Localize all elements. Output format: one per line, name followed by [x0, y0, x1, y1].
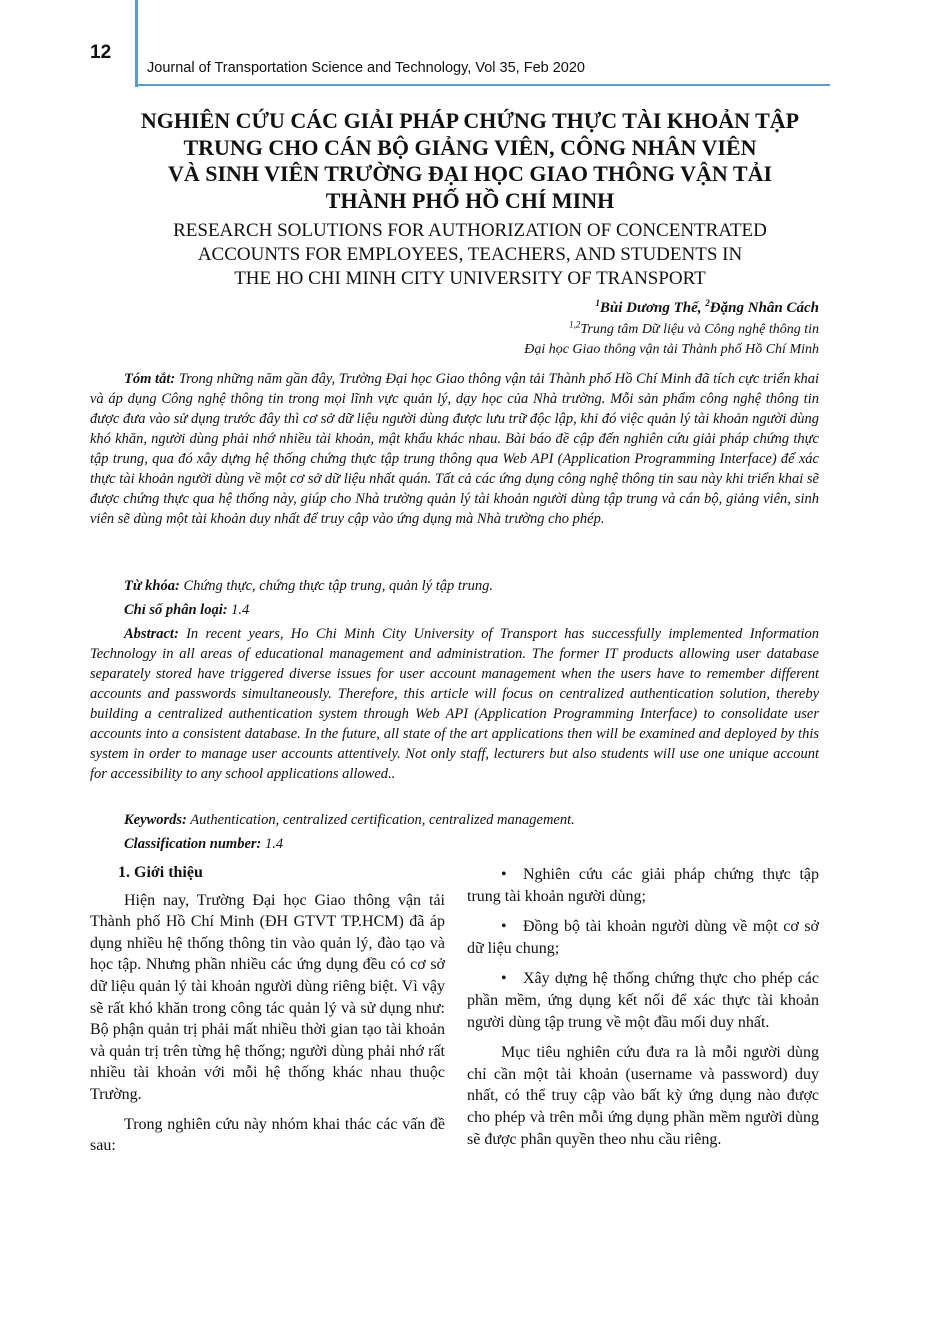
body-paragraph: Trong nghiên cứu này nhóm khai thác các vấn đề sau:	[90, 1115, 445, 1155]
abstract-vietnamese	[90, 369, 819, 529]
keywords-english	[90, 810, 819, 830]
title-en-line: ACCOUNTS FOR EMPLOYEES, TEACHERS, AND STUDENTS IN	[197, 244, 743, 265]
title-en-line: RESEARCH SOLUTIONS FOR AUTHORIZATION OF CONCENTRATED	[173, 220, 767, 241]
title-vi-line: NGHIÊN CỨU CÁC GIẢI PHÁP CHỨNG THỰC TÀI KHOẢN TẬP	[140, 108, 800, 133]
journal-title: Journal of Transportation Science and Technology, Vol 35, Feb 2020	[147, 60, 585, 76]
affiliation-sup: 1,2	[569, 319, 581, 330]
classification-vi-text: 1.4	[227, 602, 250, 618]
title-vi-line: VÀ SINH VIÊN TRƯỜNG ĐẠI HỌC GIAO THÔNG VẬN TẢI	[167, 161, 773, 186]
affiliation-line: Đại học Giao thông vận tải Thành phố Hồ Chí Minh	[524, 342, 819, 357]
title-vi-line: TRUNG CHO CÁN BỘ GIẢNG VIÊN, CÔNG NHÂN VIÊN	[183, 134, 757, 160]
author-line	[595, 300, 819, 317]
classification-vi-label: Chỉ số phân loại:	[124, 602, 228, 618]
abstract-english	[90, 624, 819, 784]
body-paragraph: Mục tiêu nghiên cứu đưa ra là mỗi người dùng chỉ cần một tài khoản (username và password) duy nhất, có thể truy cập vào bất kỳ ứng dụng nào được cho phép và trên mỗi ứng dụng phần mềm người dùng sẽ được phân quyền theo nhu cầu riêng.	[467, 1044, 819, 1148]
body-column-right	[467, 864, 819, 1158]
author-sup: 2	[705, 298, 710, 308]
bullet-icon: •	[501, 866, 507, 883]
header-rule	[137, 84, 830, 86]
bullet-icon: •	[501, 918, 507, 936]
keywords-en-label: Keywords:	[124, 812, 187, 828]
affiliation-line	[569, 319, 819, 338]
bullet-text: Xây dựng hệ thống chứng thực cho phép các phần mềm, ứng dụng kết nối để xác thực tài khoản người dùng tập trung về một đầu mối duy nhất.	[467, 970, 819, 1031]
section-heading: 1. Giới thiệu	[118, 864, 203, 881]
classification-en-label: Classification number:	[124, 836, 262, 852]
body-paragraph: Hiện nay, Trường Đại học Giao thông vận tải Thành phố Hồ Chí Minh (ĐH GTVT TP.HCM) đã áp dụng nhiều hệ thống thông tin vào quản lý, đào tạo và học tập. Nhưng phần nhiều các ứng dụng đều có cơ sở dữ liệu quản lý tài khoản người dùng riêng biệt. Vì vậy sẽ rất khó khăn trong công tác quản lý và sử dụng như: Bộ phận quản trị phải mất nhiều thời gian tạo tài khoản và quản trị trên từng hệ thống; người dùng phải nhớ rất nhiều tài khoản với mỗi hệ thống khác nhau thuộc Trường.	[90, 891, 445, 1103]
bullet-text: Đồng bộ tài khoản người dùng về một cơ sở dữ liệu chung;	[467, 918, 819, 957]
affiliation-text: Trung tâm Dữ liệu và Công nghệ thông tin	[580, 322, 819, 337]
classification-en-text: 1.4	[261, 836, 284, 852]
body-column-left	[90, 862, 445, 1165]
bullet-item	[467, 864, 819, 907]
keywords-vi-text: Chứng thực, chứng thực tập trung, quản lý tập trung.	[179, 578, 493, 594]
bullet-icon: •	[501, 970, 507, 988]
classification-english	[90, 834, 819, 854]
title-vietnamese	[80, 108, 860, 214]
bullet-item	[467, 916, 819, 959]
abstract-en-label: Abstract:	[124, 626, 179, 642]
author-sup: 1	[595, 298, 600, 308]
author-name: Bùi Dương Thế,	[599, 300, 706, 316]
abstract-vi-text: Trong những năm gần đây, Trường Đại học Giao thông vận tải Thành phố Hồ Chí Minh đã tích cực triển khai và áp dụng Công nghệ thông tin trong mọi lĩnh vực quản lý, dạy học của Nhà trường. Mỗi sản phẩm công nghệ thông tin được đưa vào sử dụng trước đây thì cơ sở dữ liệu người dùng được lưu trữ độc lập, khi đó việc quản lý tài khoản người dùng khó khăn, người dùng phải nhớ nhiều tài khoản, mật khẩu khác nhau. Bài báo đề cập đến nghiên cứu giải pháp chứng thực tập trung, qua đó xây dựng hệ thống chứng thực tập trung thông qua Web API (Application Programming Interface) để xác thực tài khoản người dùng về một cơ sở dữ liệu nhất quán. Tất cả các ứng dụng công nghệ thông tin sau này khi triển khai sẽ được chứng thực qua hệ thống này, giúp cho Nhà trường quản lý tài khoản người dùng tập trung và cán bộ, giảng viên, sinh viên sẽ dùng một tài khoản duy nhất để truy cập vào ứng dụng mà Nhà trường cho phép.	[90, 371, 819, 527]
keywords-vietnamese	[90, 576, 819, 596]
page-number: 12	[90, 42, 112, 63]
abstract-en-text: In recent years, Ho Chi Minh City University of Transport has successfully implemented Information Technology in all areas of educational management and administration. The former IT products allowing user database separately stored have triggered diverse issues for user account management when the users have to remember different accounts and passwords simultaneously. Therefore, this article will focus on centralized authentication solution, thereby building a centralized authentication system through Web API (Application Programming Interface) to consolidate user accounts into a consistent database. In the future, all state of the art applications then will be examined and deployed by this system in order to manage user accounts attentively. Not only staff, lecturers but also students will use one unique account for accessibility to any school applications allowed..	[90, 626, 819, 782]
author-name: Đặng Nhân Cách	[709, 300, 819, 316]
bullet-text: Nghiên cứu các giải pháp chứng thực tập trung tài khoản người dùng;	[467, 866, 819, 905]
title-vi-line: THÀNH PHỐ HỒ CHÍ MINH	[325, 187, 615, 213]
keywords-en-text: Authentication, centralized certification, centralized management.	[186, 812, 575, 828]
abstract-vi-label: Tóm tắt:	[124, 371, 176, 387]
classification-vietnamese	[90, 600, 819, 620]
title-english	[80, 219, 860, 291]
title-en-line: THE HO CHI MINH CITY UNIVERSITY OF TRANSPORT	[234, 268, 706, 289]
bullet-item	[467, 968, 819, 1033]
keywords-vi-label: Từ khóa:	[124, 578, 180, 594]
header-accent-bar	[135, 0, 138, 87]
